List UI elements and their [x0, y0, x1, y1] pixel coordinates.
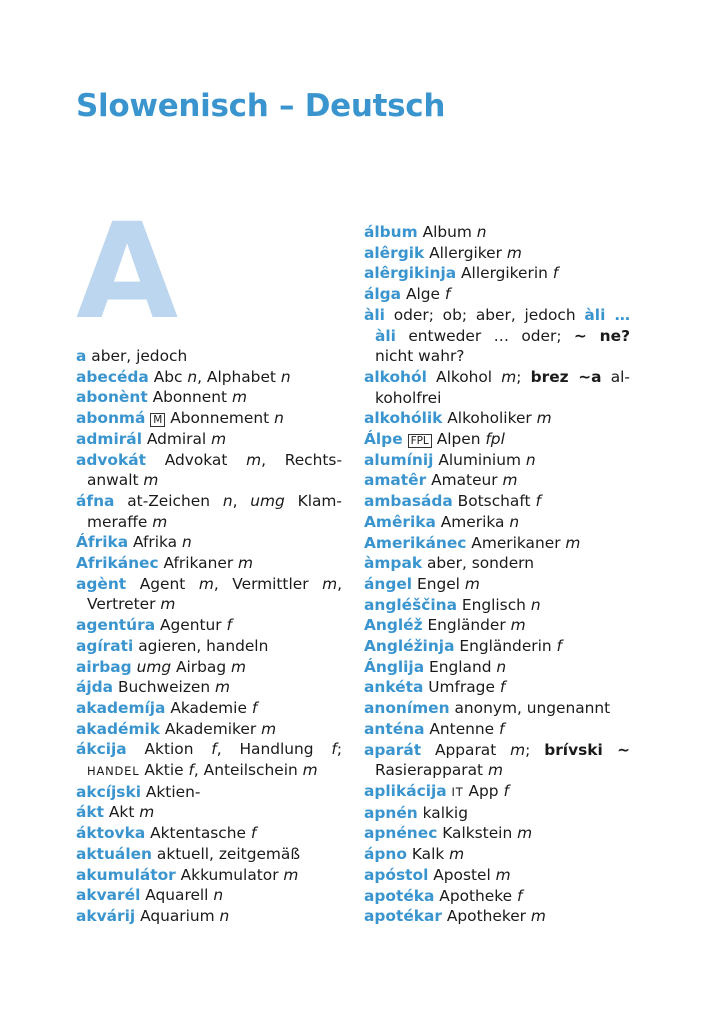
grammar-label: n [525, 450, 536, 469]
translation-text: at-Zeichen [114, 491, 223, 510]
translation-text: Amateur [426, 471, 503, 490]
translation-text: Engländerin [454, 637, 557, 656]
headword: advokát [76, 450, 146, 469]
translation-text: Allergiker [424, 243, 507, 262]
dictionary-entry [76, 782, 342, 803]
translation-text: Kalk [406, 845, 450, 864]
dictionary-entry [76, 553, 342, 574]
grammar-label: f [552, 264, 559, 283]
translation-text: Aktie [139, 761, 189, 780]
dictionary-entry [364, 677, 630, 698]
dictionary-entry [364, 305, 630, 367]
translation-text: , Vermittler [213, 574, 323, 593]
headword: ankéta [364, 678, 424, 697]
headword: abonènt [76, 388, 148, 407]
dictionary-entry [76, 802, 342, 823]
dictionary-entry [76, 844, 342, 865]
headword: áfna [76, 491, 115, 510]
grammar-label: n [476, 223, 487, 241]
translation-text: Admiral [141, 429, 212, 448]
grammar-label: m [302, 761, 318, 780]
grammar-label: f [226, 616, 232, 635]
headword: ákt [76, 803, 104, 822]
translation-text: Apotheke [434, 886, 517, 905]
translation-text: Allergikerin [456, 264, 553, 283]
headword: àmpak [364, 554, 423, 573]
grammar-label: m [510, 616, 526, 635]
translation-text: Album [417, 223, 477, 241]
translation-text: Aluminium [433, 450, 526, 469]
dictionary-entry [76, 865, 342, 886]
grammar-label: f [499, 678, 506, 697]
grammar-label: f [188, 761, 194, 780]
headword: abonmá [76, 409, 146, 428]
dictionary-entry [364, 553, 630, 574]
dictionary-entry [76, 346, 342, 367]
translation-text: Advokat [146, 450, 247, 469]
dictionary-entry [76, 574, 342, 615]
grammar-label: m [322, 574, 338, 593]
headword: alumínij [364, 450, 434, 469]
headword: áktovka [76, 824, 146, 843]
translation-text: Klammeraffe [87, 491, 342, 531]
grammar-label: m [501, 367, 517, 386]
translation-text: Akkumulator [175, 865, 284, 884]
grammar-label: m [139, 803, 155, 822]
headword: apotékar [364, 907, 442, 926]
translation-text: Kalkstein [437, 824, 518, 843]
headword: anonímen [364, 699, 450, 718]
headword: akvarél [76, 886, 141, 905]
headword: apnénec [364, 824, 438, 843]
translation-text: nicht wahr? [375, 347, 465, 366]
grammar-label: m [565, 533, 581, 552]
grammar-label: n [280, 367, 291, 386]
translation-text: , Anteilschein [193, 761, 303, 780]
dictionary-entry [76, 719, 342, 740]
grammar-label: m [487, 761, 503, 780]
translation-text: Englisch [456, 595, 531, 614]
headword: a [76, 347, 87, 365]
dictionary-entry [364, 470, 630, 491]
translation-text: Akademie [165, 698, 252, 717]
field-label: HANDEL [87, 764, 140, 779]
headword: Álpe [364, 430, 403, 449]
boxed-label: FPL [408, 434, 432, 448]
headword: akadémik [76, 719, 161, 738]
dictionary-entry [364, 367, 630, 408]
translation-text: Alpen [431, 430, 486, 449]
grammar-label: m [152, 512, 168, 531]
grammar-label: n [219, 906, 230, 925]
headword: anténa [364, 719, 425, 738]
dictionary-entry [364, 698, 630, 719]
translation-text: Apparat [421, 740, 511, 759]
dictionary-entry [76, 906, 342, 927]
dictionary-entry [76, 739, 342, 781]
dictionary-column-right [364, 222, 630, 927]
phrase: brez ~a [530, 367, 602, 386]
translation-text: Apostel [428, 865, 496, 884]
dictionary-entry [364, 243, 630, 264]
grammar-label: f [499, 719, 505, 738]
dictionary-entry [76, 615, 342, 636]
headword: ákcija [76, 740, 127, 759]
dictionary-entry [364, 429, 630, 450]
dictionary-entry [364, 595, 630, 616]
translation-text: agieren, handeln [133, 636, 269, 655]
grammar-label: m [449, 845, 465, 864]
headword: apotéka [364, 886, 435, 905]
translation-text: Buchweizen [113, 678, 216, 697]
grammar-label: f [517, 886, 523, 905]
headword: aktuálen [76, 844, 152, 863]
dictionary-entry [364, 906, 630, 927]
grammar-label: m [517, 824, 533, 843]
translation-text: entweder … oder; [395, 326, 574, 345]
translation-text: Agentur [155, 616, 227, 635]
translation-text: Amerikaner [466, 533, 566, 552]
headword: akcíjski [76, 782, 141, 801]
dictionary-entry [76, 698, 342, 719]
headword: ambasáda [364, 492, 453, 511]
headword: Ánglija [364, 657, 425, 676]
translation-text: ; [525, 740, 545, 759]
translation-text: Engel [412, 574, 465, 593]
translation-text: Abc [148, 367, 188, 386]
dictionary-entry [364, 284, 630, 305]
dictionary-entry [76, 657, 342, 678]
phrase: ~ ne? [573, 326, 630, 345]
headword: Amerikánec [364, 533, 467, 552]
translation-text: ; [336, 740, 342, 759]
grammar-label: m [143, 471, 159, 490]
translation-text: alkoholfrei [375, 367, 630, 407]
headword: amatêr [364, 471, 427, 490]
grammar-label: f [535, 492, 541, 511]
dictionary-entry [364, 512, 630, 533]
translation-text: aber, jedoch [86, 347, 188, 365]
dictionary-entry [76, 677, 342, 698]
grammar-label: m [283, 865, 299, 884]
dictionary-entry [364, 781, 630, 803]
translation-text: , Rechtsanwalt [87, 450, 342, 490]
dictionary-entry [364, 865, 630, 886]
translation-text: Umfrage [423, 678, 500, 697]
translation-text: Aktien- [140, 782, 201, 801]
translation-text: Botschaft [452, 492, 536, 511]
dictionary-entry [364, 719, 630, 740]
headword: airbag [76, 657, 132, 676]
grammar-label: n [213, 886, 224, 905]
dictionary-entry [76, 823, 342, 844]
section-letter: A [76, 195, 179, 349]
grammar-label: m [464, 574, 480, 593]
translation-text: Alkohol [426, 367, 502, 386]
headword: aplikácija [364, 781, 447, 800]
translation-text: Aquarium [135, 906, 220, 925]
translation-text: Alkoholiker [442, 409, 537, 428]
grammar-label: m [198, 574, 214, 593]
dictionary-column-left [76, 346, 342, 927]
translation-text: Agent [126, 574, 199, 593]
dictionary-entry [364, 823, 630, 844]
dictionary-entry [364, 657, 630, 678]
headword: agènt [76, 574, 127, 593]
translation-text: Akademiker [160, 719, 262, 738]
headword: ájda [76, 678, 114, 697]
headword: àli … àli [375, 305, 630, 345]
grammar-label: m [231, 388, 247, 407]
headword: akademíja [76, 698, 166, 717]
grammar-label: m [495, 865, 511, 884]
grammar-label: m [502, 471, 518, 490]
translation-text: ; [516, 367, 531, 386]
headword: Angléžinja [364, 637, 455, 656]
translation-text: Amerika [435, 512, 510, 531]
grammar-label: f [444, 285, 451, 304]
grammar-label: f [503, 781, 509, 800]
translation-text: App [463, 781, 504, 800]
grammar-label: m [160, 595, 176, 614]
boxed-label: M [150, 413, 165, 427]
dictionary-entry [76, 885, 342, 906]
translation-text: Akt [103, 803, 140, 822]
grammar-label: f [331, 740, 337, 759]
headword: agentúra [76, 616, 156, 635]
phrase: brívski ~ [544, 740, 630, 759]
grammar-label: n [274, 409, 284, 428]
headword: alêrgik [364, 243, 425, 262]
headword: admirál [76, 429, 142, 448]
dictionary-entry [364, 491, 630, 512]
dictionary-entry [364, 615, 630, 636]
dictionary-entry [364, 408, 630, 429]
headword: Áfrika [76, 533, 129, 552]
grammar-label: m [506, 243, 522, 262]
dictionary-entry [76, 367, 342, 388]
translation-text: , Vertreter [87, 574, 342, 614]
grammar-label: m [261, 719, 277, 738]
headword: apóstol [364, 865, 429, 884]
translation-text: kalkig [417, 803, 468, 822]
grammar-label: fpl [485, 430, 505, 449]
grammar-label: f [251, 698, 258, 717]
dictionary-entry [364, 263, 630, 284]
headword: Amêrika [364, 512, 436, 531]
translation-text: Aquarell [140, 886, 214, 905]
headword: agírati [76, 636, 134, 655]
translation-text: aber, sondern [422, 554, 534, 573]
dictionary-entry [364, 533, 630, 554]
translation-text: , [232, 491, 251, 510]
grammar-label: f [556, 637, 562, 656]
grammar-label: m [530, 907, 546, 926]
translation-text: Apotheker [441, 907, 531, 926]
dictionary-entry [76, 491, 342, 532]
dictionary-entry [364, 222, 630, 243]
headword: álga [364, 285, 402, 304]
grammar-label: m [231, 657, 246, 676]
translation-text: Engländer [422, 616, 511, 635]
grammar-label: n [496, 657, 507, 676]
translation-text: Airbag [171, 657, 231, 676]
dictionary-entry [364, 803, 630, 824]
grammar-label: umg [250, 491, 285, 510]
headword: aparát [364, 740, 422, 759]
translation-text: Rasierapparat [375, 761, 488, 780]
grammar-label: m [215, 678, 231, 697]
grammar-label: n [530, 595, 541, 614]
translation-text: aktuell, zeitgemäß [152, 844, 301, 863]
translation-text: Afrika [128, 533, 182, 552]
dictionary-entry [364, 740, 630, 781]
dictionary-entry [364, 636, 630, 657]
translation-text: England [424, 657, 497, 676]
headword: álbum [364, 223, 418, 241]
dictionary-entry [76, 387, 342, 408]
headword: Angléž [364, 616, 423, 635]
grammar-label: n [509, 512, 520, 531]
grammar-label: m [246, 450, 262, 469]
grammar-label: n [181, 533, 192, 552]
grammar-label: n [222, 491, 233, 510]
translation-text: oder; ob; aber, jedoch [384, 305, 585, 324]
headword: Afrikánec [76, 554, 159, 573]
grammar-label: m [238, 554, 254, 573]
translation-text: , Handlung [216, 740, 332, 759]
translation-text: Aktion [126, 740, 212, 759]
headword: àli [364, 305, 385, 324]
translation-text: Abonnent [147, 388, 232, 407]
translation-text: Alge [401, 285, 445, 304]
translation-text: Abonnement [165, 409, 275, 428]
dictionary-entry [364, 844, 630, 865]
headword: akvárij [76, 906, 136, 925]
dictionary-entry [76, 450, 342, 491]
headword: alêrgikinja [364, 264, 457, 283]
headword: akumulátor [76, 865, 176, 884]
grammar-label: m [510, 740, 526, 759]
dictionary-entry [76, 636, 342, 657]
headword: abecéda [76, 367, 149, 386]
translation-text: , Alphabet [197, 367, 281, 386]
translation-text: anonym, ungenannt [449, 699, 611, 718]
dictionary-entry [76, 429, 342, 450]
headword: ápno [364, 845, 407, 864]
dictionary-entry [364, 450, 630, 471]
grammar-label: umg [136, 657, 172, 676]
grammar-label: m [211, 429, 227, 448]
dictionary-entry [364, 886, 630, 907]
translation-text: Aktentasche [145, 824, 251, 843]
translation-text: Afrikaner [158, 554, 239, 573]
dictionary-entry [364, 574, 630, 595]
headword: angléščina [364, 595, 457, 614]
headword: alkohól [364, 367, 427, 386]
grammar-label: m [536, 409, 552, 428]
translation-text: Antenne [424, 719, 500, 738]
page-title: Slowenisch – Deutsch [76, 88, 446, 124]
grammar-label: f [211, 740, 217, 759]
field-label: IT [451, 784, 464, 799]
headword: ángel [364, 574, 413, 593]
dictionary-entry [76, 532, 342, 553]
headword: apnén [364, 803, 418, 822]
grammar-label: f [250, 824, 257, 843]
headword: alkohólik [364, 409, 443, 428]
dictionary-entry [76, 408, 342, 429]
grammar-label: n [187, 367, 198, 386]
